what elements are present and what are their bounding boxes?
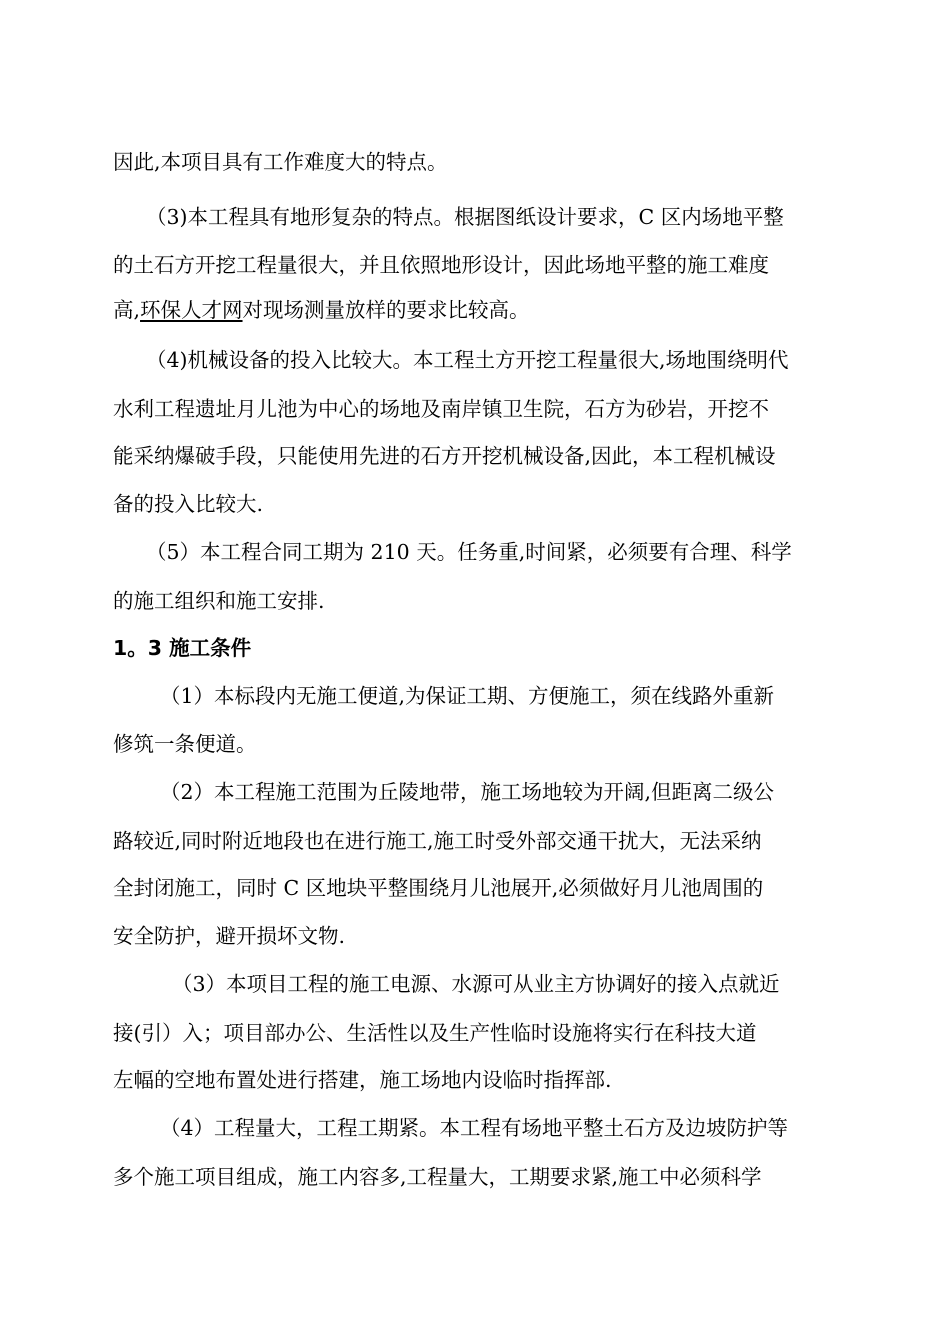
- paragraph-line: 备的投入比较大.: [113, 492, 264, 516]
- paragraph-line: 的土石方开挖工程量很大，并且依照地形设计，因此场地平整的施工难度: [113, 253, 769, 277]
- paragraph-line: 能采纳爆破手段，只能使用先进的石方开挖机械设备,因此，本工程机械设: [113, 444, 776, 468]
- paragraph-line: 安全防护，避开损坏文物.: [113, 924, 346, 948]
- paragraph-line: 路较近,同时附近地段也在进行施工,施工时受外部交通干扰大，无法采纳: [113, 829, 762, 853]
- section-heading: 1。3 施工条件: [113, 636, 252, 660]
- paragraph-line: 全封闭施工，同时 C 区地块平整围绕月儿池展开,必须做好月儿池周围的: [113, 876, 764, 900]
- paragraph-line: （3)本工程具有地形复杂的特点。根据图纸设计要求，C 区内场地平整: [146, 205, 784, 229]
- line-text-before-link: 高,: [113, 298, 141, 322]
- paragraph-line: （4)机械设备的投入比较大。本工程土方开挖工程量很大,场地围绕明代: [146, 348, 789, 372]
- paragraph-line: 水利工程遗址月儿池为中心的场地及南岸镇卫生院，石方为砂岩，开挖不: [113, 397, 769, 421]
- huanbao-rencai-link[interactable]: 环保人才网: [140, 298, 243, 322]
- paragraph-line: （1）本标段内无施工便道,为保证工期、方便施工，须在线路外重新: [160, 684, 775, 708]
- paragraph-line: （3）本项目工程的施工电源、水源可从业主方协调好的接入点就近: [172, 972, 780, 996]
- paragraph-line: 修筑一条便道。: [113, 732, 257, 756]
- paragraph-line: （2）本工程施工范围为丘陵地带，施工场地较为开阔,但距离二级公: [160, 780, 775, 804]
- paragraph-line: [113, 295, 530, 325]
- paragraph-line: （4）工程量大，工程工期紧。本工程有场地平整土石方及边坡防护等: [160, 1116, 789, 1140]
- paragraph-line: 接(引）入；项目部办公、生活性以及生产性临时设施将实行在科技大道: [113, 1021, 757, 1045]
- paragraph-line: 因此,本项目具有工作难度大的特点。: [113, 150, 448, 174]
- paragraph-line: 左幅的空地布置处进行搭建，施工场地内设临时指挥部.: [113, 1068, 612, 1092]
- paragraph-line: （5）本工程合同工期为 210 天。任务重,时间紧，必须要有合理、科学: [146, 540, 792, 564]
- line-text-after-link: 对现场测量放样的要求比较高。: [242, 298, 530, 322]
- paragraph-line: 的施工组织和施工安排.: [113, 589, 325, 613]
- paragraph-line: 多个施工项目组成，施工内容多,工程量大，工期要求紧,施工中必须科学: [113, 1165, 762, 1189]
